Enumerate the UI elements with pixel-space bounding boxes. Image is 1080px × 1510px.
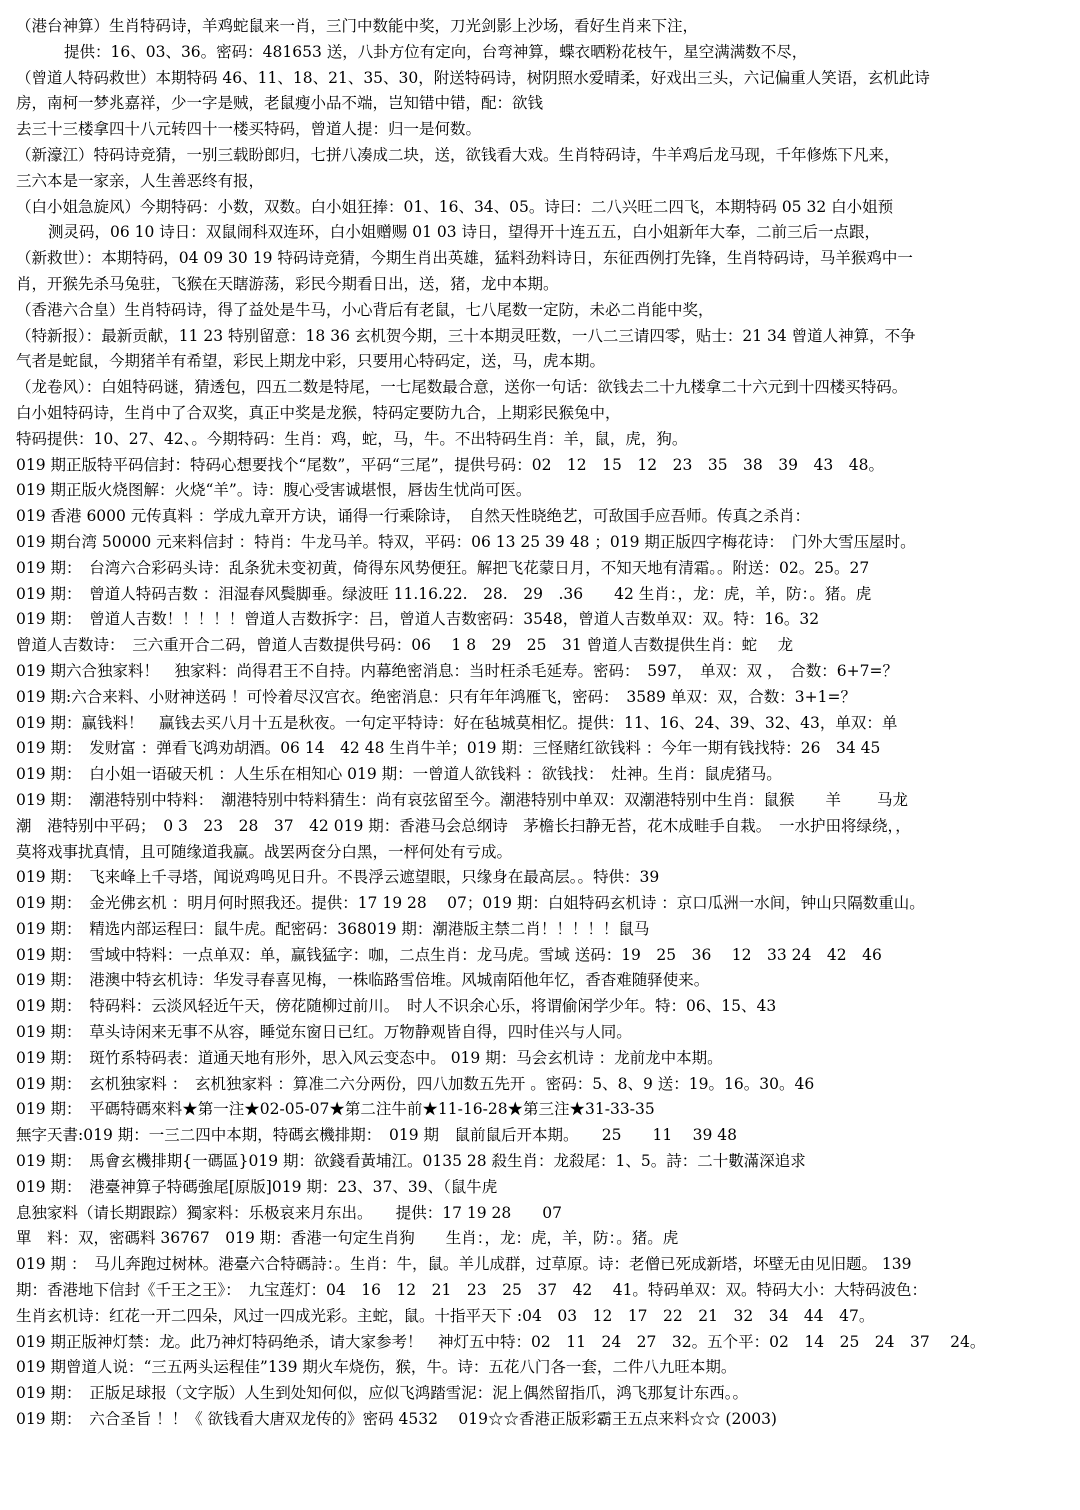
text-line: 019 期： 发财富 ：弹看飞鸿劝胡酒。06 14 42 48 生肖牛羊；019 期：三怪赌红欲钱料 ：今年一期有钱找特：26 34 45 [16,739,881,758]
text-line: 气者是蛇鼠，今期猪羊有希望，彩民上期龙中彩，只要用心特码定，送，马，虎本期。 [16,352,606,371]
text-line: 019 期六合独家料！ 独家料：尚得君王不自持。内幕绝密消息：当时枉杀毛延寿。密码： 597， 单双：双 ， 合数：6+7=？ [16,661,898,680]
text-line: 生肖玄机诗：红花一开二四朵，风过一四成光彩。主蛇，鼠。十指平天下 :04 03 12 17 22 21 32 34 44 47。 [16,1306,875,1325]
text-line: 肖，开猴先杀马兔驻，飞猴在天瞎游荡，彩民今期看日出，送，猪，龙中本期。 [16,274,559,293]
text-line: 期：香港地下信封《千王之王》： 九宝莲灯：04 16 12 21 23 25 37 42 41。特码单双：双。特码大小：大特码波色： [16,1281,927,1300]
text-line: 白小姐特码诗，生肖中了合双奖，真正中奖是龙猴，特码定要防九合，上期彩民猴兔中， [16,403,621,422]
text-line: 测灵码，06 10 诗日：双鼠闹科双连环，白小姐赠赐 01 03 诗日，望得开十连五五，白小姐新年大奉，二前三后一点跟， [48,223,881,242]
text-line: 019 期： 港臺神算子特碼強尾[原版]019 期：23、37、39、（鼠牛虎 [16,1177,498,1196]
text-line: 019 期： 曾道人吉数！！！！！曾道人吉数拆字：吕，曾道人吉数密码：3548，曾道人吉数单双：双。特：16。32 [16,610,820,629]
text-line: （曾道人特码救世）本期特码 46、11、18、21、35、30，附送特码诗，树阴照水爱晴柔，好戏出三头，六记偏重人笑语，玄机此诗 [16,68,930,87]
text-line: 019 期： 正版足球报（文字版）人生到处知何似，应似飞鸿踏雪泥：泥上偶然留指爪，鸿飞那复计东西。。 [16,1384,749,1403]
text-line: 019 期： 斑竹系特码表：道通天地有形外，思入风云变态中。 019 期：马会玄机诗 ：龙前龙中本期。 [16,1048,723,1067]
text-line: 單 料：双，密碼料 36767 019 期：香港一句定生肖狗 生肖：，龙：虎，羊，防：。猪。虎 [16,1229,679,1248]
text-line: 019 期正版神灯禁：龙。此乃神灯特码绝杀，请大家参考！ 神灯五中特：02 11 24 27 32。五个平：02 14 25 24 37 24。 [16,1332,986,1351]
text-line: 特码提供：10、27、42、。今期特码：生肖：鸡，蛇，马，牛。不出特码生肖：羊，鼠，虎，狗。 [16,429,688,448]
text-line: 019 期： 台湾六合彩码头诗：乱条犹未变初黄，倚得东风势便狂。解把飞花蒙日月，不知天地有清霜。。附送：02。25。27 [16,558,870,577]
text-line: 019 期： 金光佛玄机 ：明月何时照我还。提供：17 19 28 07；019 期：白姐特码玄机诗 ：京口瓜洲一水间，钟山只隔数重山。 [16,894,925,913]
text-line: 息独家料（请长期跟踪）獨家料：乐极哀来月东出。 提供：17 19 28 07 [16,1203,562,1222]
text-line: 潮 港特别中平码； 0 3 23 28 37 42 019 期：香港马会总纲诗 茅檐长扫静无苔，花木成畦手自栽。 一水护田将绿绕，， [16,816,911,835]
text-line: 019 期： 潮港特别中特料： 潮港特别中特料猜生：尚有哀弦留至今。潮港特别中单双：双潮港特别中生肖：鼠猴 羊 马龙 [16,790,908,809]
text-line: （香港六合皇）生肖特码诗，得了益处是牛马，小心背后有老鼠，七八尾数一定防，未必二肖能中奖， [16,300,714,319]
text-line: 019 期： 特码料：云淡风轻近午天，傍花随柳过前川。 时人不识余心乐，将谓偷闲学少年。特：06、15、43 [16,997,777,1016]
text-line: 無字天書:019 期：一三二四中本期，特碼玄機排期： 019 期 鼠前鼠后开本期。 25 11 39 48 [16,1126,737,1145]
text-line: 019 香港 6000 元传真料 ：学成九章开方诀，诵得一行乘除诗， 自然天性晓绝艺，可敌国手应吾师。传真之杀肖： [16,507,810,526]
text-line: （港台神算）生肖特码诗，羊鸡蛇鼠来一肖，三门中数能中奖，刀光剑影上沙场，看好生肖来下注， [16,17,699,35]
text-line: 019 期： 六合圣旨 ！！《 欲钱看大唐双龙传的》密码 4532 019☆☆香港正版彩霸王五点来料☆☆ (2003) [16,1410,777,1429]
text-line: 提供：16、03、36。密码：481653 送，八卦方位有定向，台弯神算，蝶衣晒粉花枝午，星空满满数不尽， [64,42,808,61]
text-line: （新救世）：本期特码，04 09 30 19 特码诗竞猜，今期生肖出英雄，猛料劲料诗日，东征西例打先锋，生肖特码诗，马羊猴鸡中一 [16,249,913,268]
text-line: 房，南柯一梦兆嘉祥，少一字是贼，老鼠瘦小品不端，岂知错中错，配：欲钱 [16,94,544,113]
text-line: （新濠江）特码诗竞猜，一别三载盼郎归，七拼八凑成二块，送，欲钱看大戏。生肖特码诗，牛羊鸡后龙马现，千年修炼下凡来， [16,145,900,164]
text-line: 019 期： 玄机独家料 ： 玄机独家料 ：算准二六分两份，四八加数五先开 。密码：5、8、9 送：19。16。30。46 [16,1074,815,1093]
text-line: 019 期正版特平码信封：特码心想要找个“尾数”，平码“三尾”，提供号码：02 12 15 12 23 35 38 39 43 48。 [16,455,884,474]
text-line: 019 期:六合来料、小财神送码 ！可怜着尽汉宫衣。绝密消息：只有年年鸿雁飞，密码： 3589 单双：双，合数：3+1=？ [16,687,856,706]
text-line: 019 期： 雪域中特料：一点单双：单，赢钱猛字：咖，二点生肖：龙马虎。雪域 送码：19 25 36 12 33 24 42 46 [16,945,882,964]
text-line: 去三十三楼拿四十八元转四十一楼买特码，曾道人提：归一是何数。 [16,120,482,139]
text-line: 019 期： 飞来峰上千寻塔，闻说鸡鸣见日升。不畏浮云遮望眼，只缘身在最高层。。特供：39 [16,868,660,887]
text-line: 019 期正版火烧图解：火烧“羊”。诗：腹心受害诚堪恨，唇齿生忧尚可医。 [16,481,532,500]
text-line: 019 期： 曾道人特码吉数 ：泪湿春风鬓脚垂。绿波旺 11.16.22. 28. 29 .36 42 生肖：，龙：虎，羊，防：。猪。虎 [16,584,872,603]
text-line: 019 期台湾 50000 元来料信封 ：特肖：牛龙马羊。特双，平码：06 13 25 39 48 ；019 期正版四字梅花诗： 门外大雪压屋时。 [16,532,916,551]
text-line: 019 期曾道人说：“三五两头运程佳”139 期火车烧伤，猴，牛。诗：五花八门各一套，二件八九旺本期。 [16,1358,737,1377]
text-line: 019 期： 馬會玄機排期{一碼區}019 期：欲錢看黃埔江。0135 28 殺生肖：龙殺尾：1、5。詩：二十數滿深追求 [16,1152,806,1171]
text-line: 019 期： 白小姐一语破天机 ：人生乐在相知心 019 期：一曾道人欲钱料 ：欲钱找： 灶神。生肖：鼠虎猪马。 [16,765,782,784]
text-line: 019 期：赢钱料！ 赢钱去买八月十五是秋夜。一句定平特诗：好在毡城莫相忆。提供：11、16、24、39、32、43，单双：单 [16,713,898,732]
text-line: 三六本是一家亲，人生善恶终有报， [16,171,265,190]
text-line: 曾道人吉数诗： 三六重开合二码，曾道人吉数提供号码：06 1 8 29 25 31 曾道人吉数提供生肖：蛇 龙 [16,636,794,655]
text-line: （特新报）：最新贡献，11 23 特别留意：18 36 玄机贺今期，三十本期灵旺数，一八二三请四零，贴士：21 34 曾道人神算，不争 [16,326,916,345]
text-line: （白小姐急旋风）今期特码：小数，双数。白小姐狂捧：01、16、34、05。诗曰：二八兴旺二四飞，本期特码 05 32 白小姐预 [16,197,894,216]
text-line: 019 期： 草头诗闲来无事不从容，睡觉东窗日已红。万物静观皆自得，四时佳兴与人同。 [16,1023,632,1042]
text-line: 019 期： 精选内部运程曰：鼠牛虎。配密码：368019 期：潮港版主禁二肖！！！！！鼠马 [16,919,650,938]
text-line: 019 期： 平碼特碼來料★第一注★02-05-07★第二注牛前★11-16-28★第三注★31-33-35 [16,1100,655,1119]
text-line: 019 期： 港澳中特玄机诗：华发寻春喜见梅，一株临路雪倍堆。风城南陌他年忆，香杳难随驿使来。 [16,971,710,990]
text-line: 莫将戏事扰真情，且可随缘道我赢。战罢两奁分白黑，一枰何处有亏成。 [16,842,513,861]
text-line: （龙卷风）：白姐特码谜，猜透包，四五二数是特尾，一七尾数最合意，送你一句话：欲钱去二十九楼拿二十六元到十四楼买特码。 [16,378,908,397]
text-line: 019 期 ： 马儿奔跑过树林。港臺六合特碼詩：。生肖：牛，鼠。羊儿成群，过草原。诗：老僧已死成新塔，坏壁无由见旧题。 139 [16,1255,912,1274]
